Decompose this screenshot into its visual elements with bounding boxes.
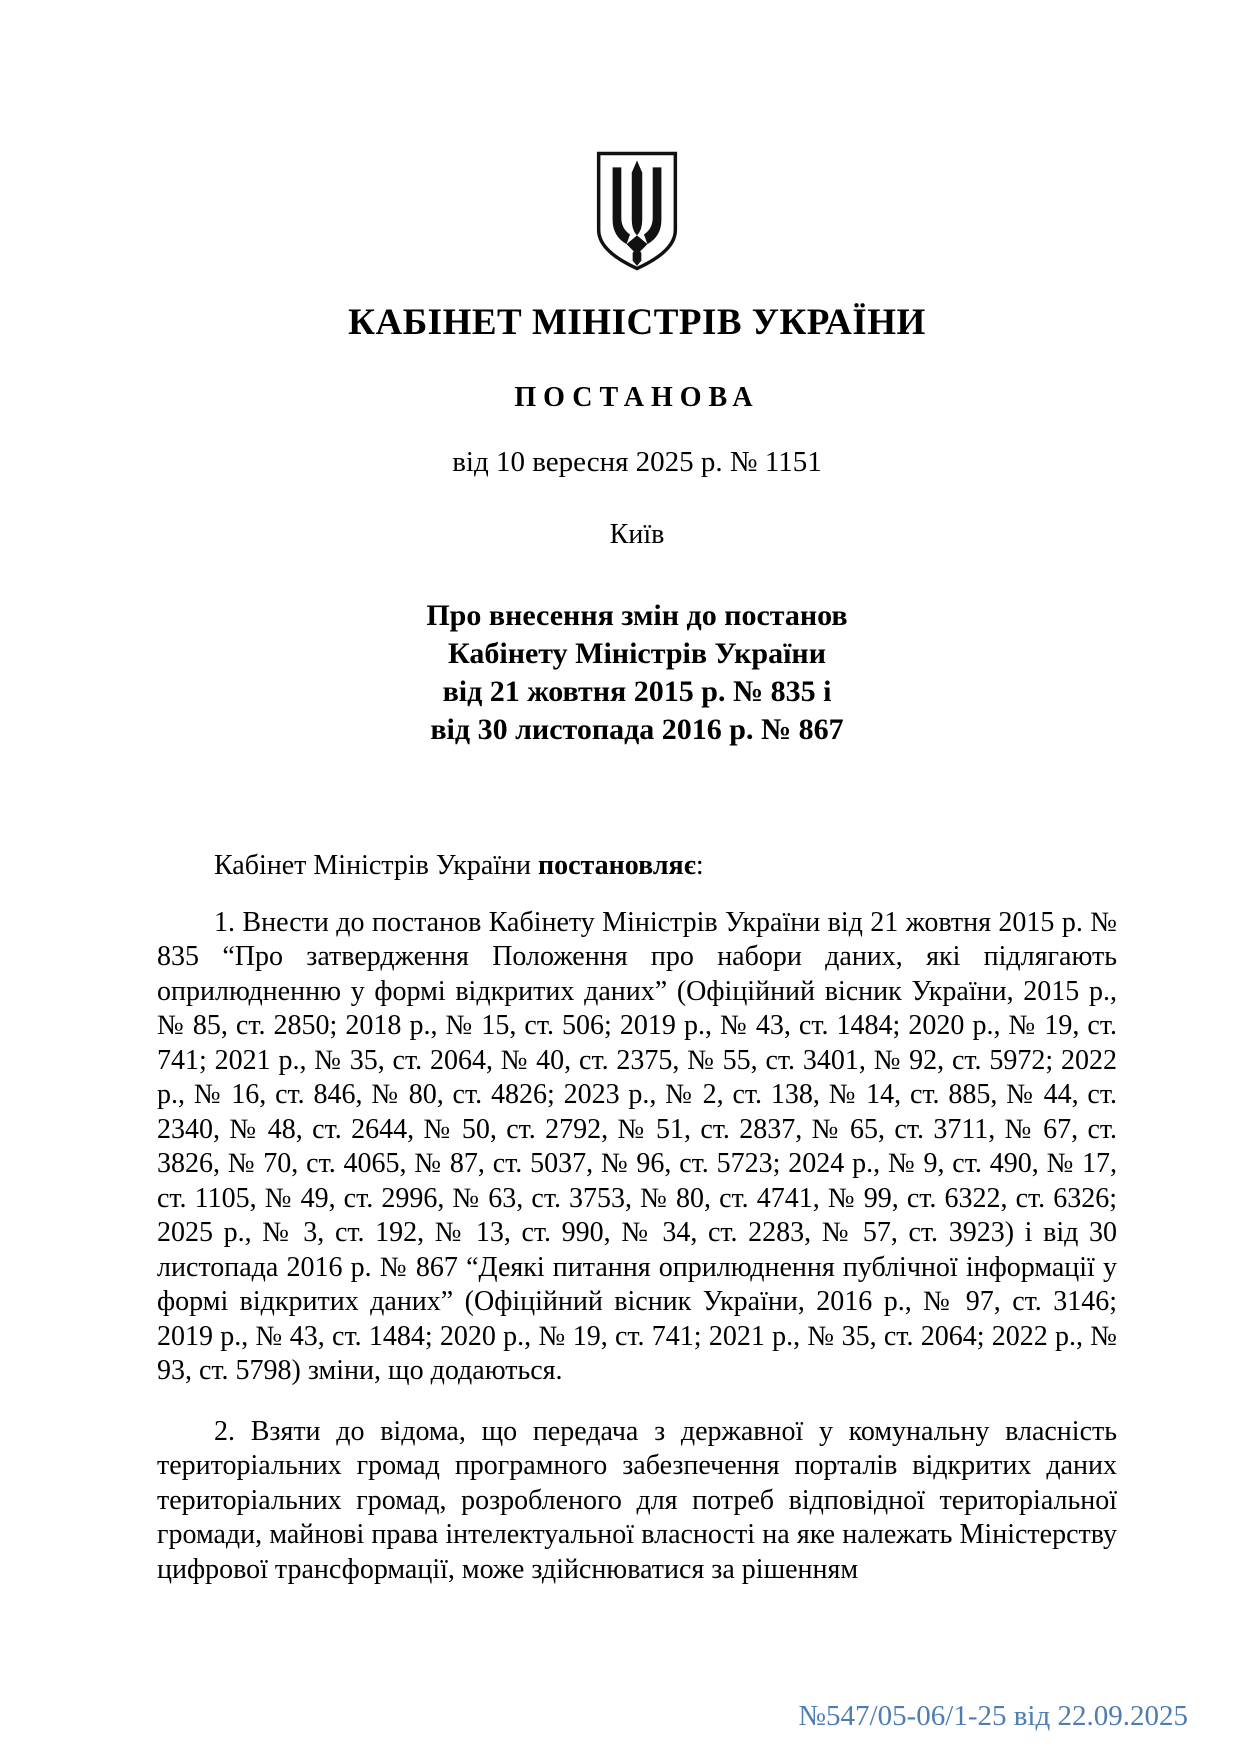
preamble-tail: :	[695, 850, 704, 881]
preamble-normal: Кабінет Міністрів України	[214, 850, 538, 881]
preamble-bold: постановляє	[538, 850, 696, 881]
registration-stamp: №547/05-06/1-25 від 22.09.2025	[798, 1700, 1188, 1732]
coat-of-arms-icon	[591, 150, 683, 272]
doc-title-line: від 21 жовтня 2015 р. № 835 і	[442, 675, 832, 708]
doc-title	[157, 597, 1117, 749]
doc-title-line: Про внесення змін до постанов	[426, 599, 848, 632]
document-page	[157, 0, 1117, 1755]
emblem-container	[157, 0, 1117, 277]
doc-date-number: від 10 вересня 2025 р. № 1151	[452, 446, 822, 478]
paragraph-2: 2. Взяти до відома, що передача з державної у комунальну власність територіальних громад програмного забезпечення порталів відкритих даних територіальних громад, розробленого для потреб відповідної територіальної громади, майнові права інтелектуальної власності на яке належать Міністерству цифрової трансформації, може здійснюватися за рішенням	[157, 1415, 1117, 1585]
doc-body	[157, 849, 1117, 1587]
doc-title-line: від 30 листопада 2016 р. № 867	[430, 713, 844, 746]
preamble	[157, 849, 1117, 884]
doc-type-heading: ПОСТАНОВА	[514, 382, 760, 413]
org-name: КАБІНЕТ МІНІСТРІВ УКРАЇНИ	[348, 302, 926, 343]
doc-city: Київ	[609, 519, 665, 550]
paragraph-1: 1. Внести до постанов Кабінету Міністрів України від 21 жовтня 2015 р. № 835 “Про затвердження Положення про набори даних, які підлягають оприлюдненню у формі відкритих даних” (Офіційний вісник України, 2015 р., № 85, ст. 2850; 2018 р., № 15, ст. 506; 2019 р., № 43, ст. 1484; 2020 р., № 19, ст. 741; 2021 р., № 35, ст. 2064, № 40, ст. 2375, № 55, ст. 3401, № 92, ст. 5972; 2022 р., № 16, ст. 846, № 80, ст. 4826; 2023 р., № 2, ст. 138, № 14, ст. 885, № 44, ст. 2340, № 48, ст. 2644, № 50, ст. 2792, № 51, ст. 2837, № 65, ст. 3711, № 67, ст. 3826, № 70, ст. 4065, № 87, ст. 5037, № 96, ст. 5723; 2024 р., № 9, ст. 490, № 17, ст. 1105, № 49, ст. 2996, № 63, ст. 3753, № 80, ст. 4741, № 99, ст. 6322, ст. 6326; 2025 р., № 3, ст. 192, № 13, ст. 990, № 34, ст. 2283, № 57, ст. 3923) і від 30 листопада 2016 р. № 867 “Деякі питання оприлюднення публічної інформації у формі відкритих даних” (Офіційний вісник України, 2016 р., № 97, ст. 3146; 2019 р., № 43, ст. 1484; 2020 р., № 19, ст. 741; 2021 р., № 35, ст. 2064; 2022 р., № 93, ст. 5798) зміни, що додаються.	[157, 906, 1117, 1386]
doc-title-line: Кабінету Міністрів України	[448, 637, 826, 670]
